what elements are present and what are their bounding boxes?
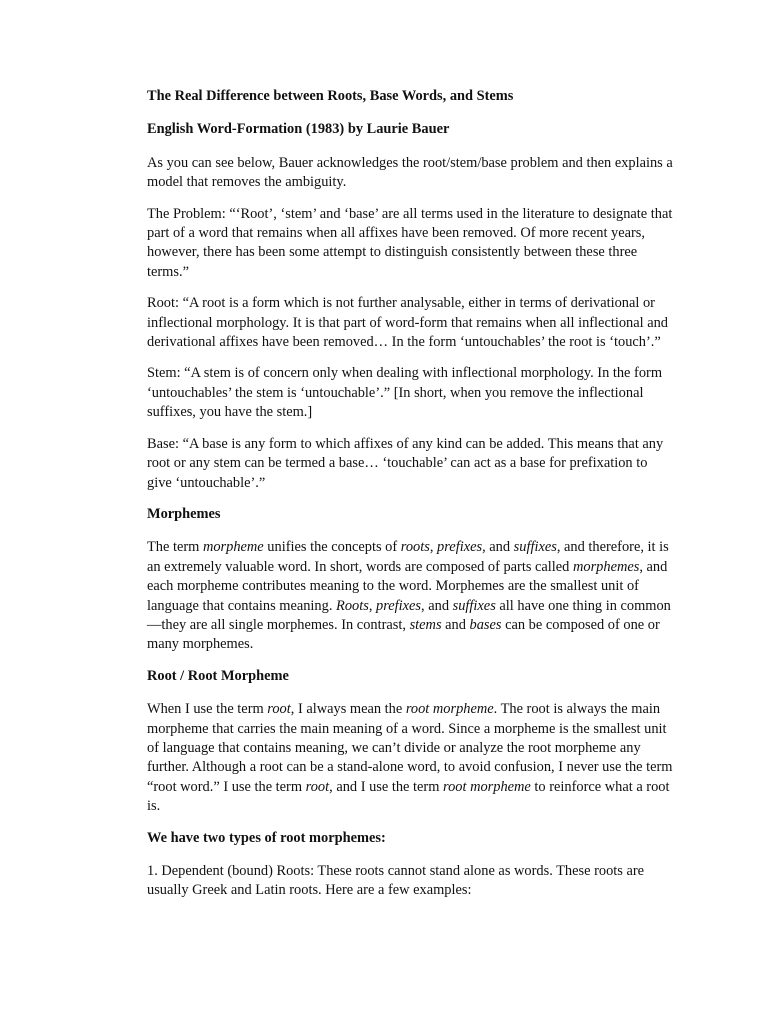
- emphasis-text: root morpheme: [443, 778, 531, 795]
- emphasis-text: morphemes: [572, 558, 640, 575]
- problem-paragraph: The Problem: “‘Root’, ‘stem’ and ‘base’ are all terms used in the literature to designate that part of a word that remains when all affixes have been removed. Of more recent years, however, there has been some attempt to distinguish consistently between these three terms.”: [147, 205, 673, 280]
- morphemes-heading: Morphemes: [147, 505, 221, 522]
- emphasis-text: Roots: [336, 597, 369, 614]
- emphasis-text: morpheme: [202, 539, 264, 556]
- base-definition-paragraph: Base: “A base is any form to which affixes of any kind can be added. This means that any root or any stem can be termed a base… ‘touchable’ can act as a base for prefixation to give ‘untouchable’.”: [147, 435, 664, 491]
- root-morpheme-paragraph: When I use the term root, I always mean the root morpheme. The root is always the main morpheme that carries the main meaning of a word. Since a morpheme is the smallest unit of language that contains meaning, we can’t divide or analyze the root morpheme any further. Although a root can be a stand-alone word, to avoid confusion, I never use the term “root word.” I use the term root, and I use the term root morpheme to reinforce what a root is.: [147, 701, 673, 815]
- emphasis-text: bases: [469, 616, 502, 633]
- document-subtitle: English Word-Formation (1983) by Laurie Bauer: [147, 121, 450, 138]
- emphasis-text: root: [267, 701, 291, 718]
- emphasis-text: suffixes: [452, 597, 496, 614]
- root-types-heading: We have two types of root morphemes:: [147, 829, 386, 846]
- root-definition-paragraph: Root: “A root is a form which is not further analysable, either in terms of derivational or inflectional morphology. It is that part of word-form that remains when all inflectional and derivational affixes have been removed… In the form ‘untouchables’ the root is ‘touch’.”: [147, 295, 668, 351]
- stem-definition-paragraph: Stem: “A stem is of concern only when dealing with inflectional morphology. In the form ‘untouchables’ the stem is ‘untouchable’.” [In short, when you remove the inflectional suffixes, you have the stem.]: [147, 365, 663, 421]
- document-title: The Real Difference between Roots, Base Words, and Stems: [147, 88, 514, 104]
- emphasis-text: prefixes: [376, 597, 422, 614]
- morphemes-paragraph: The term morpheme unifies the concepts of roots, prefixes, and suffixes, and therefore, it is an extremely valuable word. In short, words are composed of parts called morphemes, and each morpheme contributes meaning to the word. Morphemes are the smallest unit of language that contains meaning. Roots, prefixes, and suffixes all have one thing in common—they are all single morphemes. In contrast, stems and bases can be composed of one or many morphemes.: [147, 539, 671, 653]
- emphasis-text: roots: [400, 539, 430, 556]
- intro-paragraph: As you can see below, Bauer acknowledges the root/stem/base problem and then explains a model that removes the ambiguity.: [147, 154, 673, 191]
- emphasis-text: prefixes: [437, 539, 483, 556]
- emphasis-text: stems: [409, 616, 442, 633]
- emphasis-text: suffixes: [513, 539, 557, 556]
- dependent-roots-paragraph: 1. Dependent (bound) Roots: These roots cannot stand alone as words. These roots are usually Greek and Latin roots. Here are a few examples:: [147, 863, 645, 899]
- emphasis-text: root morpheme: [405, 701, 494, 718]
- document-body: [147, 87, 675, 913]
- emphasis-text: root: [305, 778, 330, 795]
- root-morpheme-heading: Root / Root Morpheme: [147, 667, 289, 684]
